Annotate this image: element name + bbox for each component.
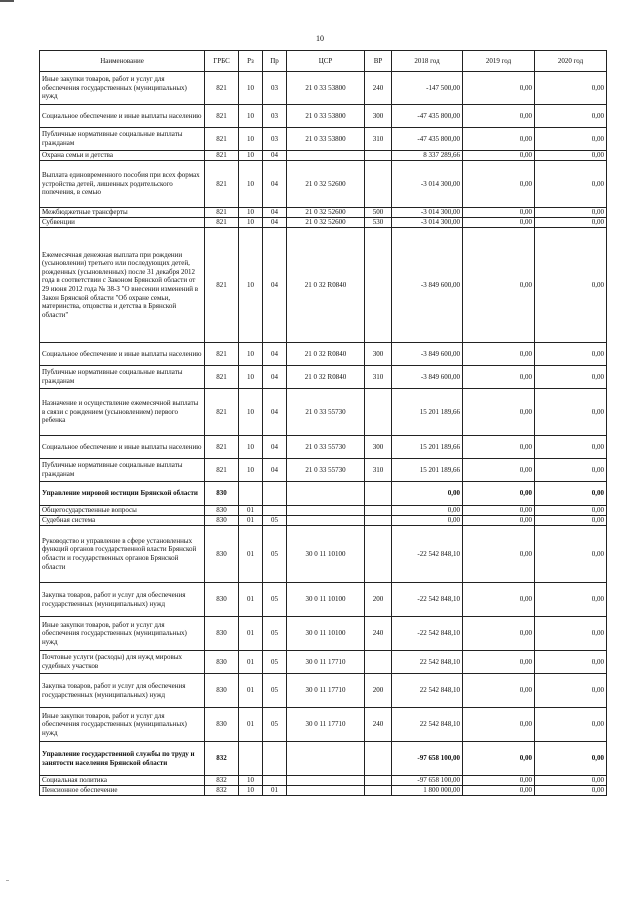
- row-2020: 0,00: [535, 459, 607, 482]
- column-header: ГРБС: [205, 51, 239, 72]
- row-2019: 0,00: [463, 583, 535, 617]
- row-rz: 10: [239, 228, 263, 343]
- row-pr: 05: [263, 674, 287, 708]
- row-rz: 01: [239, 674, 263, 708]
- row-grbs: 830: [205, 526, 239, 583]
- row-2020: 0,00: [535, 228, 607, 343]
- row-2018: -22 542 848,10: [392, 583, 463, 617]
- row-name: Пенсионное обеспечение: [40, 786, 205, 796]
- row-grbs: 821: [205, 161, 239, 208]
- row-2020: 0,00: [535, 208, 607, 218]
- row-grbs: 830: [205, 516, 239, 526]
- row-grbs: 821: [205, 389, 239, 436]
- row-name: Судебная система: [40, 516, 205, 526]
- row-vr: [365, 742, 392, 776]
- row-vr: [365, 776, 392, 786]
- row-vr: 240: [365, 708, 392, 742]
- row-grbs: 821: [205, 343, 239, 366]
- row-vr: [365, 506, 392, 516]
- row-rz: 01: [239, 516, 263, 526]
- row-2018: 0,00: [392, 516, 463, 526]
- row-vr: [365, 651, 392, 674]
- row-2020: 0,00: [535, 128, 607, 151]
- row-rz: 01: [239, 506, 263, 516]
- row-name: Почтовые услуги (расходы) для нужд мировых судебных участков: [40, 651, 205, 674]
- row-2020: 0,00: [535, 786, 607, 796]
- column-header: 2018 год: [392, 51, 463, 72]
- table-row: [40, 208, 607, 218]
- table-row: [40, 343, 607, 366]
- row-grbs: 830: [205, 482, 239, 506]
- row-pr: 03: [263, 72, 287, 105]
- row-pr: [263, 482, 287, 506]
- row-2019: 0,00: [463, 343, 535, 366]
- row-2019: 0,00: [463, 742, 535, 776]
- table-row: [40, 436, 607, 459]
- row-grbs: 821: [205, 366, 239, 389]
- row-grbs: 830: [205, 651, 239, 674]
- row-2019: 0,00: [463, 436, 535, 459]
- row-rz: 10: [239, 128, 263, 151]
- table-row: [40, 161, 607, 208]
- column-header: ЦСР: [287, 51, 365, 72]
- row-2018: 15 201 189,66: [392, 389, 463, 436]
- row-vr: [365, 151, 392, 161]
- table-row: [40, 786, 607, 796]
- row-name: Публичные нормативные социальные выплаты гражданам: [40, 128, 205, 151]
- row-rz: 10: [239, 389, 263, 436]
- row-grbs: 821: [205, 218, 239, 228]
- row-vr: 240: [365, 72, 392, 105]
- row-2018: -3 849 600,00: [392, 343, 463, 366]
- budget-table: [39, 50, 607, 796]
- row-2020: 0,00: [535, 526, 607, 583]
- row-2019: 0,00: [463, 218, 535, 228]
- row-2018: -3 014 300,00: [392, 161, 463, 208]
- row-vr: 200: [365, 674, 392, 708]
- row-vr: 310: [365, 366, 392, 389]
- row-csr: [287, 516, 365, 526]
- table-row: [40, 482, 607, 506]
- row-vr: [365, 526, 392, 583]
- row-pr: [263, 742, 287, 776]
- row-csr: 21 0 33 53800: [287, 105, 365, 128]
- row-2018: -22 542 848,10: [392, 617, 463, 651]
- row-rz: 10: [239, 436, 263, 459]
- row-rz: 01: [239, 651, 263, 674]
- row-2020: 0,00: [535, 389, 607, 436]
- row-csr: 21 0 32 52600: [287, 218, 365, 228]
- row-2018: -147 500,00: [392, 72, 463, 105]
- row-2019: 0,00: [463, 208, 535, 218]
- row-csr: [287, 482, 365, 506]
- row-grbs: 830: [205, 583, 239, 617]
- row-rz: 10: [239, 786, 263, 796]
- row-pr: 03: [263, 105, 287, 128]
- row-2020: 0,00: [535, 72, 607, 105]
- row-2019: 0,00: [463, 151, 535, 161]
- row-grbs: 821: [205, 208, 239, 218]
- row-2018: 1 800 000,00: [392, 786, 463, 796]
- row-csr: [287, 776, 365, 786]
- row-vr: 300: [365, 436, 392, 459]
- row-2020: 0,00: [535, 161, 607, 208]
- row-csr: [287, 786, 365, 796]
- row-vr: 300: [365, 343, 392, 366]
- row-2019: 0,00: [463, 128, 535, 151]
- row-pr: 04: [263, 366, 287, 389]
- row-2019: 0,00: [463, 506, 535, 516]
- row-name: Иные закупки товаров, работ и услуг для обеспечения государственных (муниципальных) нужд: [40, 708, 205, 742]
- row-name: Межбюджетные трансферты: [40, 208, 205, 218]
- table-row: [40, 228, 607, 343]
- row-csr: 30 0 11 10100: [287, 617, 365, 651]
- row-pr: 04: [263, 436, 287, 459]
- row-rz: [239, 742, 263, 776]
- row-2020: 0,00: [535, 218, 607, 228]
- row-2018: -22 542 848,10: [392, 526, 463, 583]
- row-2018: -47 435 800,00: [392, 128, 463, 151]
- row-pr: 05: [263, 617, 287, 651]
- row-csr: 21 0 32 R0840: [287, 228, 365, 343]
- row-pr: 05: [263, 708, 287, 742]
- row-vr: 200: [365, 583, 392, 617]
- row-2020: 0,00: [535, 366, 607, 389]
- row-2018: 22 542 848,10: [392, 651, 463, 674]
- row-2019: 0,00: [463, 459, 535, 482]
- table-row: [40, 617, 607, 651]
- row-csr: 21 0 33 55730: [287, 389, 365, 436]
- row-rz: 10: [239, 161, 263, 208]
- row-name: Публичные нормативные социальные выплаты гражданам: [40, 459, 205, 482]
- row-2019: 0,00: [463, 72, 535, 105]
- row-vr: 300: [365, 105, 392, 128]
- row-name: Иные закупки товаров, работ и услуг для обеспечения государственных (муниципальных) нужд: [40, 72, 205, 105]
- row-vr: 310: [365, 128, 392, 151]
- row-2018: 15 201 189,66: [392, 459, 463, 482]
- table-row: [40, 151, 607, 161]
- table-row: [40, 516, 607, 526]
- row-csr: 21 0 32 R0840: [287, 343, 365, 366]
- row-rz: 10: [239, 343, 263, 366]
- row-csr: 21 0 33 53800: [287, 128, 365, 151]
- row-name: Руководство и управление в сфере установленных функций органов государственной власти Брянской области и государственных органов Брянской области: [40, 526, 205, 583]
- column-header: Пр: [263, 51, 287, 72]
- row-csr: 30 0 11 17710: [287, 708, 365, 742]
- row-pr: 03: [263, 128, 287, 151]
- row-2018: 0,00: [392, 506, 463, 516]
- row-name: Управление мировой юстиции Брянской области: [40, 482, 205, 506]
- row-2018: -47 435 800,00: [392, 105, 463, 128]
- row-grbs: 830: [205, 674, 239, 708]
- table-row: [40, 742, 607, 776]
- table-row: [40, 105, 607, 128]
- table-row: [40, 218, 607, 228]
- row-pr: 05: [263, 526, 287, 583]
- row-csr: [287, 151, 365, 161]
- row-vr: [365, 516, 392, 526]
- row-rz: 10: [239, 218, 263, 228]
- scan-edge-mark: [0, 0, 14, 2]
- row-pr: 01: [263, 786, 287, 796]
- row-csr: 21 0 32 52600: [287, 208, 365, 218]
- row-2018: -3 849 600,00: [392, 366, 463, 389]
- row-pr: 04: [263, 343, 287, 366]
- row-2020: 0,00: [535, 436, 607, 459]
- row-rz: 10: [239, 151, 263, 161]
- row-2019: 0,00: [463, 526, 535, 583]
- table-row: [40, 708, 607, 742]
- table-body: [40, 72, 607, 796]
- row-rz: 01: [239, 617, 263, 651]
- row-csr: 30 0 11 10100: [287, 583, 365, 617]
- row-grbs: 821: [205, 128, 239, 151]
- row-rz: 10: [239, 208, 263, 218]
- row-2020: 0,00: [535, 506, 607, 516]
- row-2019: 0,00: [463, 161, 535, 208]
- table-row: [40, 651, 607, 674]
- row-name: Управление государственной службы по труду и занятости населения Брянской области: [40, 742, 205, 776]
- scan-speck: [6, 880, 9, 881]
- row-2020: 0,00: [535, 583, 607, 617]
- row-2018: 22 542 848,10: [392, 674, 463, 708]
- row-2020: 0,00: [535, 343, 607, 366]
- row-csr: 21 0 33 55730: [287, 436, 365, 459]
- table-row: [40, 72, 607, 105]
- row-name: Закупка товаров, работ и услуг для обеспечения государственных (муниципальных) нужд: [40, 674, 205, 708]
- row-grbs: 821: [205, 228, 239, 343]
- row-2020: 0,00: [535, 776, 607, 786]
- row-2019: 0,00: [463, 786, 535, 796]
- row-2020: 0,00: [535, 482, 607, 506]
- row-pr: 04: [263, 218, 287, 228]
- row-vr: 240: [365, 617, 392, 651]
- row-2018: -97 658 100,00: [392, 742, 463, 776]
- column-header: ВР: [365, 51, 392, 72]
- row-name: Социальное обеспечение и иные выплаты населению: [40, 105, 205, 128]
- row-2020: 0,00: [535, 516, 607, 526]
- row-2019: 0,00: [463, 482, 535, 506]
- row-pr: [263, 506, 287, 516]
- row-2019: 0,00: [463, 389, 535, 436]
- row-name: Социальная политика: [40, 776, 205, 786]
- row-csr: 21 0 32 R0840: [287, 366, 365, 389]
- table-row: [40, 583, 607, 617]
- row-pr: 04: [263, 208, 287, 218]
- row-pr: 04: [263, 151, 287, 161]
- row-csr: [287, 742, 365, 776]
- row-2019: 0,00: [463, 617, 535, 651]
- page-number: 10: [316, 34, 324, 43]
- row-2020: 0,00: [535, 742, 607, 776]
- row-2020: 0,00: [535, 151, 607, 161]
- row-pr: 05: [263, 516, 287, 526]
- row-csr: 30 0 11 17710: [287, 651, 365, 674]
- row-grbs: 821: [205, 105, 239, 128]
- row-2020: 0,00: [535, 617, 607, 651]
- row-name: Охрана семьи и детства: [40, 151, 205, 161]
- row-csr: [287, 506, 365, 516]
- row-name: Иные закупки товаров, работ и услуг для обеспечения государственных (муниципальных) нужд: [40, 617, 205, 651]
- row-name: Общегосударственные вопросы: [40, 506, 205, 516]
- row-rz: 10: [239, 105, 263, 128]
- table-row: [40, 674, 607, 708]
- table-header-row: [40, 51, 607, 72]
- row-rz: [239, 482, 263, 506]
- row-2018: -97 658 100,00: [392, 776, 463, 786]
- table-row: [40, 776, 607, 786]
- row-2019: 0,00: [463, 776, 535, 786]
- row-2019: 0,00: [463, 674, 535, 708]
- row-grbs: 830: [205, 708, 239, 742]
- row-grbs: 832: [205, 776, 239, 786]
- row-name: Выплата единовременного пособия при всех формах устройства детей, лишенных родительского попечения, в семью: [40, 161, 205, 208]
- row-name: Социальное обеспечение и иные выплаты населению: [40, 343, 205, 366]
- row-csr: 30 0 11 17710: [287, 674, 365, 708]
- column-header: 2019 год: [463, 51, 535, 72]
- row-2020: 0,00: [535, 105, 607, 128]
- row-name: Субвенции: [40, 218, 205, 228]
- row-2018: -3 849 600,00: [392, 228, 463, 343]
- row-pr: 04: [263, 459, 287, 482]
- row-name: Публичные нормативные социальные выплаты гражданам: [40, 366, 205, 389]
- row-vr: [365, 389, 392, 436]
- row-vr: [365, 482, 392, 506]
- row-2018: 22 542 848,10: [392, 708, 463, 742]
- row-rz: 10: [239, 776, 263, 786]
- row-csr: 21 0 33 53800: [287, 72, 365, 105]
- row-2018: -3 014 300,00: [392, 208, 463, 218]
- row-csr: 21 0 32 52600: [287, 161, 365, 208]
- row-2018: 15 201 189,66: [392, 436, 463, 459]
- row-2019: 0,00: [463, 708, 535, 742]
- row-name: Социальное обеспечение и иные выплаты населению: [40, 436, 205, 459]
- row-2019: 0,00: [463, 366, 535, 389]
- row-vr: 530: [365, 218, 392, 228]
- row-grbs: 821: [205, 459, 239, 482]
- row-pr: 05: [263, 583, 287, 617]
- row-2018: -3 014 300,00: [392, 218, 463, 228]
- row-2019: 0,00: [463, 228, 535, 343]
- row-pr: [263, 776, 287, 786]
- row-name: Назначение и осуществление ежемесячной выплаты в связи с рождением (усыновлением) первого ребенка: [40, 389, 205, 436]
- row-rz: 01: [239, 526, 263, 583]
- row-csr: 21 0 33 55730: [287, 459, 365, 482]
- row-csr: 30 0 11 10100: [287, 526, 365, 583]
- row-name: Ежемесячная денежная выплата при рождении (усыновлении) третьего или последующих детей, рожденных (усыновленных) после 31 декабря 2012 года в соответствии с Законом Брянской области от 29 июня 2012 года № 38-З "О внесении изменений в Закон Брянской области "Об охране семьи, материнства, отцовства и детства в Брянской области": [40, 228, 205, 343]
- row-2018: 8 337 289,66: [392, 151, 463, 161]
- row-2019: 0,00: [463, 105, 535, 128]
- table-row: [40, 128, 607, 151]
- row-pr: 05: [263, 651, 287, 674]
- row-rz: 10: [239, 366, 263, 389]
- row-rz: 10: [239, 72, 263, 105]
- table-row: [40, 459, 607, 482]
- row-grbs: 821: [205, 436, 239, 459]
- column-header: Наименование: [40, 51, 205, 72]
- row-2020: 0,00: [535, 651, 607, 674]
- row-vr: [365, 161, 392, 208]
- row-grbs: 830: [205, 617, 239, 651]
- table-row: [40, 366, 607, 389]
- row-2020: 0,00: [535, 708, 607, 742]
- table-row: [40, 526, 607, 583]
- row-grbs: 821: [205, 72, 239, 105]
- column-header: 2020 год: [535, 51, 607, 72]
- row-2019: 0,00: [463, 516, 535, 526]
- row-vr: [365, 786, 392, 796]
- table-row: [40, 506, 607, 516]
- column-header: Рз: [239, 51, 263, 72]
- row-grbs: 830: [205, 506, 239, 516]
- row-2020: 0,00: [535, 674, 607, 708]
- row-grbs: 832: [205, 742, 239, 776]
- row-vr: 500: [365, 208, 392, 218]
- row-rz: 01: [239, 583, 263, 617]
- row-pr: 04: [263, 161, 287, 208]
- row-grbs: 832: [205, 786, 239, 796]
- row-rz: 10: [239, 459, 263, 482]
- table-row: [40, 389, 607, 436]
- row-pr: 04: [263, 228, 287, 343]
- row-vr: [365, 228, 392, 343]
- row-vr: 310: [365, 459, 392, 482]
- row-pr: 04: [263, 389, 287, 436]
- row-rz: 01: [239, 708, 263, 742]
- row-name: Закупка товаров, работ и услуг для обеспечения государственных (муниципальных) нужд: [40, 583, 205, 617]
- row-2019: 0,00: [463, 651, 535, 674]
- row-grbs: 821: [205, 151, 239, 161]
- row-2018: 0,00: [392, 482, 463, 506]
